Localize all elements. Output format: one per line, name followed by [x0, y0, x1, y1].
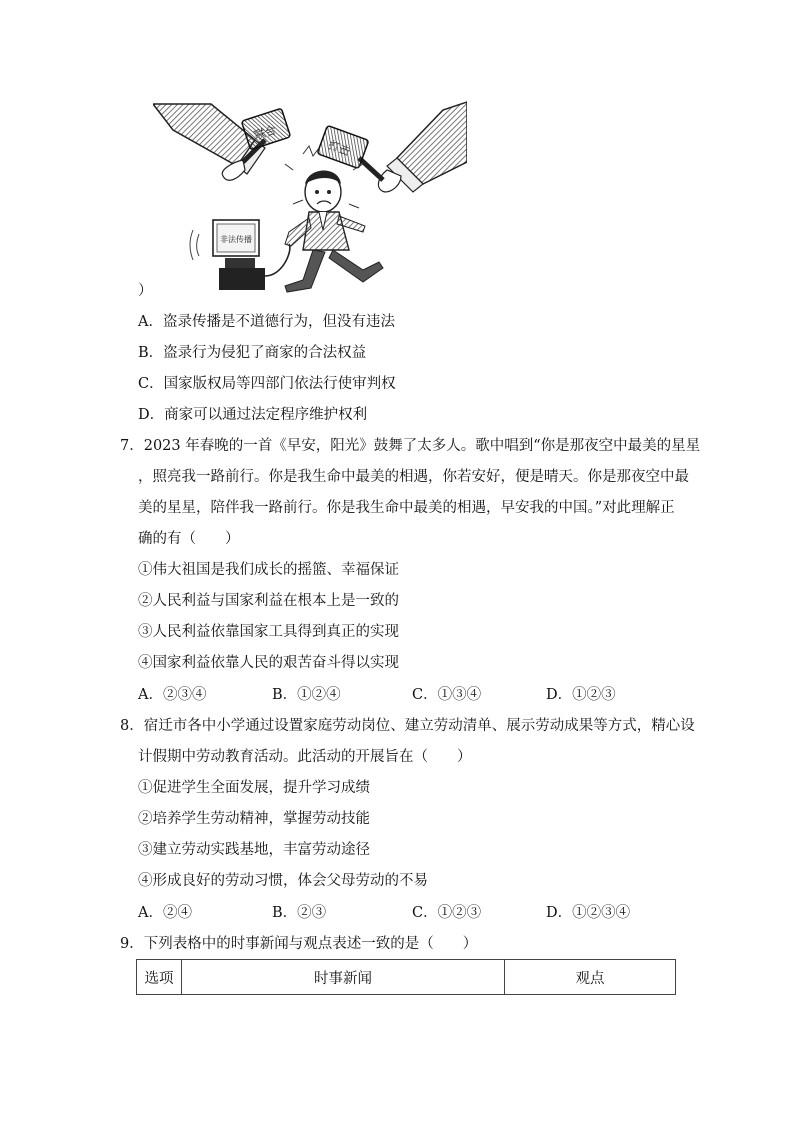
table-header-row: [137, 960, 676, 995]
q8-stem-line-1: 8．宿迁市各中小学通过设置家庭劳动岗位、建立劳动清单、展示劳动成果等方式，精心设: [120, 718, 695, 734]
q7-choice-d[interactable]: D．①②③: [546, 687, 616, 703]
q8-item-1: ①促进学生全面发展，提升学习成绩: [138, 780, 370, 796]
q6-option-a[interactable]: A．盗录传播是不道德行为，但没有违法: [138, 314, 395, 330]
q7-item-2: ②人民利益与国家利益在根本上是一致的: [138, 593, 399, 609]
q7-choice-a[interactable]: A．②③④: [138, 687, 207, 703]
right-hammer-label: 打击: [326, 138, 352, 159]
q6-stem-closing: ）: [138, 283, 153, 299]
q8-choice-d[interactable]: D．①②③④: [546, 905, 631, 921]
left-hand: [222, 160, 245, 180]
q7-choice-c[interactable]: C．①③④: [412, 687, 482, 703]
left-sleeve: [153, 104, 255, 166]
q8-item-3: ③建立劳动实践基地，丰富劳动途径: [138, 842, 370, 858]
q8-stem-line-2: 计假期中劳动教育活动。此活动的开展旨在（ ）: [138, 749, 472, 765]
left-hammer-label: 联合: [252, 123, 278, 143]
q7-item-4: ④国家利益依靠人民的艰苦奋斗得以实现: [138, 655, 399, 671]
q8-choice-b[interactable]: B．②③: [272, 905, 327, 921]
q7-choice-b[interactable]: B．①②④: [272, 687, 341, 703]
q8-choice-c[interactable]: C．①②③: [412, 905, 482, 921]
left-hammer: [241, 108, 290, 162]
q6-option-b[interactable]: B．盗录行为侵犯了商家的合法权益: [138, 345, 367, 361]
q9-stem: 9．下列表格中的时事新闻与观点表述一致的是（ ）: [120, 936, 478, 952]
computer-icon: [190, 220, 290, 290]
screen-label: 非法传播: [220, 235, 252, 244]
cartoon-illustration: [153, 100, 467, 296]
q7-stem-line-1: 7．2023 年春晚的一首《早安，阳光》鼓舞了太多人。歌中唱到“你是那夜空中最美的星星: [120, 438, 701, 454]
q7-stem-line-4: 确的有（ ）: [138, 531, 240, 547]
table-header-news: 时事新闻: [182, 960, 505, 995]
news-table: [136, 959, 676, 995]
q8-item-2: ②培养学生劳动精神，掌握劳动技能: [138, 811, 370, 827]
q7-stem-line-2: ，照亮我一路前行。你是我生命中最美的相遇，你若安好，便是晴天。你是那夜空中最: [138, 469, 689, 485]
table-header-view: 观点: [505, 960, 676, 995]
q6-option-c[interactable]: C．国家版权局等四部门依法行使审判权: [138, 376, 396, 392]
q7-stem-line-3: 美的星星，陪伴我一路前行。你是我生命中最美的相遇，早安我的中国。”对此理解正: [138, 500, 675, 516]
q7-item-1: ①伟大祖国是我们成长的摇篮、幸福保证: [138, 562, 399, 578]
q7-item-3: ③人民利益依靠国家工具得到真正的实现: [138, 624, 399, 640]
q8-choice-a[interactable]: A．②④: [138, 905, 192, 921]
q8-item-4: ④形成良好的劳动习惯，体会父母劳动的不易: [138, 873, 428, 889]
man-figure: [285, 171, 383, 293]
table-header-option: 选项: [137, 960, 182, 995]
q6-option-d[interactable]: D．商家可以通过法定程序维护权利: [138, 407, 368, 423]
